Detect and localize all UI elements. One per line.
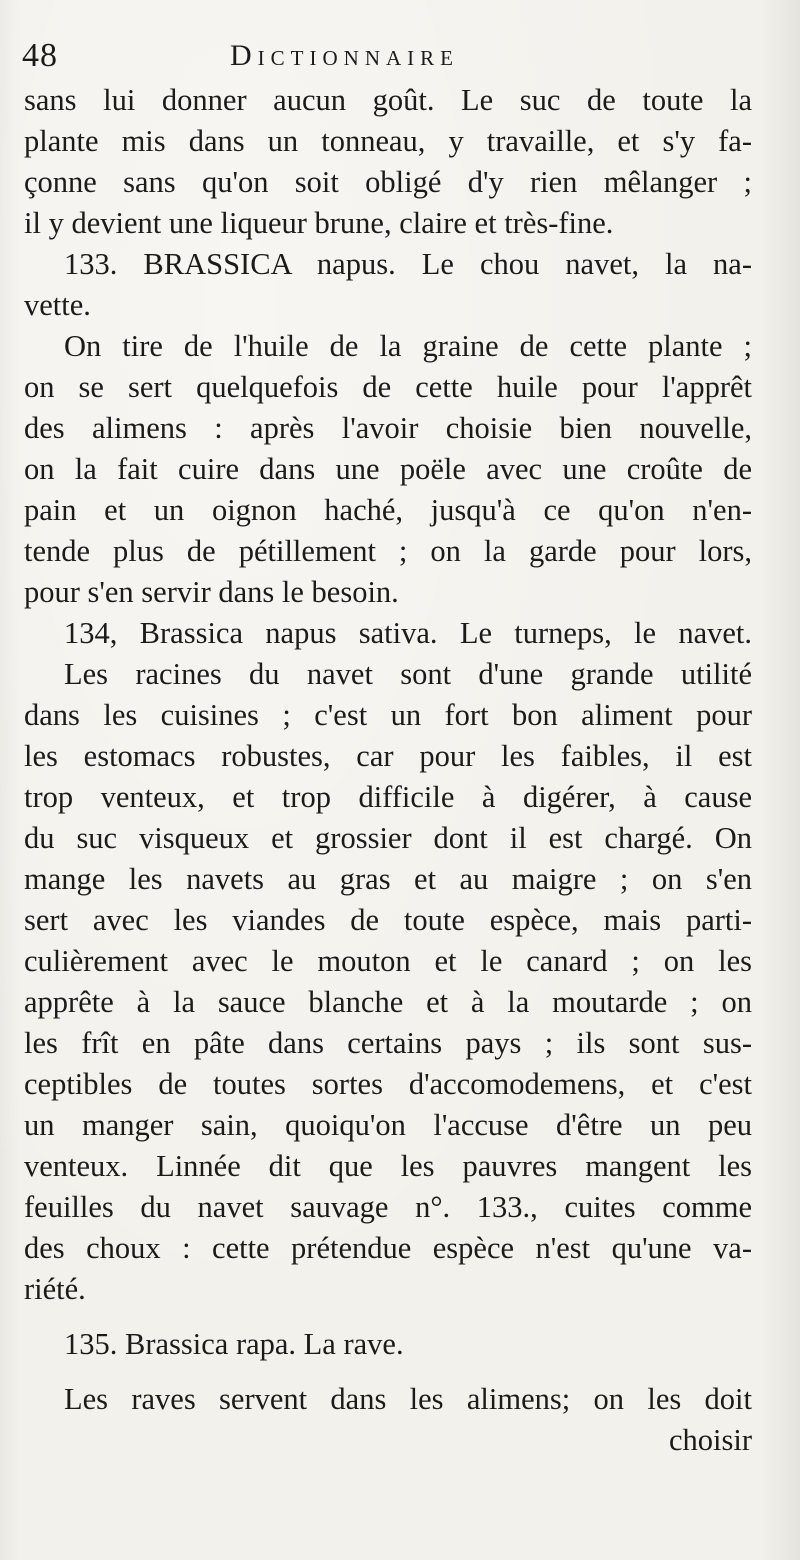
text-line: 133. BRASSICA napus. Le chou navet, la na- [64, 247, 752, 281]
text-line: on la fait cuire dans une poële avec une croûte de [24, 452, 752, 486]
text-line: Les raves servent dans les alimens; on les doit [64, 1382, 752, 1416]
text-line: apprête à la sauce blanche et à la moutarde ; on [24, 985, 752, 1019]
text-line: feuilles du navet sauvage n°. 133., cuites comme [24, 1190, 752, 1224]
text-line: vette. [24, 288, 91, 322]
text-line: 134, Brassica napus sativa. Le turneps, le navet. [64, 616, 752, 650]
text-line: des alimens : après l'avoir choisie bien nouvelle, [24, 411, 752, 445]
text-line: un manger sain, quoiqu'on l'accuse d'être un peu [24, 1108, 752, 1142]
text-line: sert avec les viandes de toute espèce, mais parti- [24, 903, 752, 937]
text-line: trop venteux, et trop difficile à digérer, à cause [24, 780, 752, 814]
text-line: du suc visqueux et grossier dont il est chargé. On [24, 821, 752, 855]
text-line: tende plus de pétillement ; on la garde pour lors, [24, 534, 752, 568]
text-line: 135. Brassica rapa. La rave. [64, 1327, 404, 1361]
text-line: les estomacs robustes, car pour les faibles, il est [24, 739, 752, 773]
running-head: Dictionnaire [230, 39, 459, 72]
text-line: venteux. Linnée dit que les pauvres mangent les [24, 1149, 752, 1183]
text-line: mange les navets au gras et au maigre ; on s'en [24, 862, 752, 896]
catchword: choisir [668, 1423, 752, 1457]
text-line: culièrement avec le mouton et le canard ; on les [24, 944, 752, 978]
body-text [24, 80, 752, 1461]
text-line: çonne sans qu'on soit obligé d'y rien mêlanger ; [24, 165, 752, 199]
text-line: On tire de l'huile de la graine de cette plante ; [64, 329, 752, 363]
text-line: riété. [24, 1272, 86, 1306]
text-line: Les racines du navet sont d'une grande utilité [64, 657, 752, 691]
text-line: ceptibles de toutes sortes d'accomodemens, et c'est [24, 1067, 752, 1101]
text-line: sans lui donner aucun goût. Le suc de toute la [24, 83, 752, 117]
text-line: des choux : cette prétendue espèce n'est qu'une va- [24, 1231, 752, 1265]
text-line: les frît en pâte dans certains pays ; ils sont sus- [24, 1026, 752, 1060]
text-line: pain et un oignon haché, jusqu'à ce qu'on n'en- [24, 493, 752, 527]
text-line: plante mis dans un tonneau, y travaille, et s'y fa- [24, 124, 752, 158]
text-line: on se sert quelquefois de cette huile pour l'apprêt [24, 370, 752, 404]
text-line: pour s'en servir dans le besoin. [24, 575, 399, 609]
text-line: dans les cuisines ; c'est un fort bon aliment pour [24, 698, 752, 732]
text-line: il y devient une liqueur brune, claire et très-fine. [24, 206, 614, 240]
page-header [22, 34, 760, 78]
page-number: 48 [22, 37, 58, 74]
